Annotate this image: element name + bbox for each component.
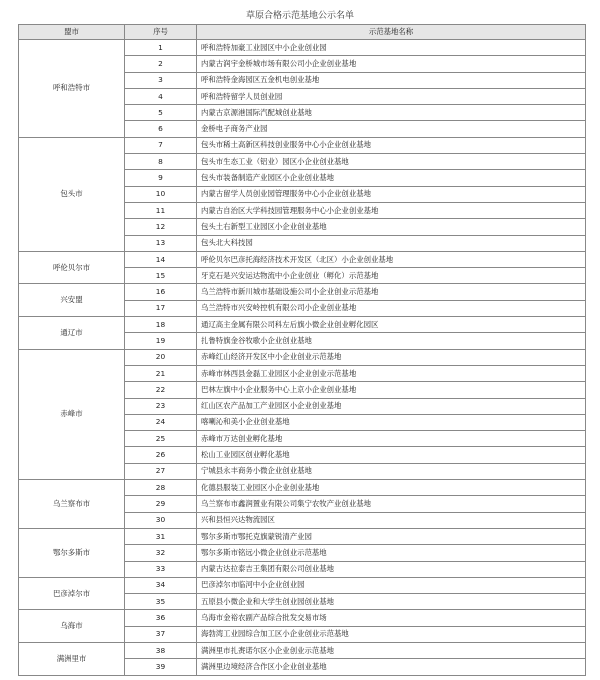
number-cell: 13 (125, 235, 197, 251)
document-title: 草原合格示范基地公示名单 (245, 11, 354, 21)
base-name-cell: 呼和浩特金海园区五金机电创业基地 (197, 72, 586, 88)
base-name-cell: 松山工业园区创业孵化基地 (197, 447, 586, 463)
number-cell: 26 (125, 447, 197, 463)
number-cell: 32 (125, 545, 197, 561)
city-cell: 包头市 (19, 137, 125, 251)
base-name-cell: 扎鲁特旗金谷牧歌小企业创业基地 (197, 333, 586, 349)
number-cell: 3 (125, 72, 197, 88)
base-name-cell: 满洲里市扎赉诺尔区小企业创业示范基地 (197, 642, 586, 658)
number-cell: 35 (125, 594, 197, 610)
base-name-cell: 海勃湾工业园综合加工区小企业创业示范基地 (197, 626, 586, 642)
number-cell: 6 (125, 121, 197, 137)
base-name-cell: 兴和县恒兴达物流园区 (197, 512, 586, 528)
city-cell: 赤峰市 (19, 349, 125, 479)
number-cell: 8 (125, 154, 197, 170)
number-cell: 15 (125, 268, 197, 284)
table-row (19, 480, 586, 496)
city-cell: 通辽市 (19, 317, 125, 350)
base-name-cell: 巴彦淖尔市临河中小企业创业园 (197, 577, 586, 593)
number-cell: 12 (125, 219, 197, 235)
table-row (19, 251, 586, 267)
number-cell: 5 (125, 105, 197, 121)
city-cell: 呼和浩特市 (19, 40, 125, 138)
base-name-cell: 内蒙古京源港国际汽配城创业基地 (197, 105, 586, 121)
number-cell: 25 (125, 431, 197, 447)
base-name-cell: 五原县小微企业和大学生创业园创业基地 (197, 594, 586, 610)
base-name-cell: 乌兰浩特市新川城市基础设施公司小企业创业示范基地 (197, 284, 586, 300)
number-cell: 21 (125, 365, 197, 381)
number-cell: 28 (125, 480, 197, 496)
table-row (19, 610, 586, 626)
table-row (19, 528, 586, 544)
base-name-cell: 红山区农产品加工产业园区小企业创业基地 (197, 398, 586, 414)
city-cell: 兴安盟 (19, 284, 125, 317)
number-cell: 11 (125, 202, 197, 218)
table-body (19, 40, 586, 676)
table-row (19, 40, 586, 56)
number-cell: 36 (125, 610, 197, 626)
base-name-cell: 金桥电子商务产业园 (197, 121, 586, 137)
city-cell: 巴彦淖尔市 (19, 577, 125, 610)
base-name-cell: 赤峰红山经济开发区中小企业创业示范基地 (197, 349, 586, 365)
base-name-cell: 内蒙古润宇金桥城市场有限公司小企业创业基地 (197, 56, 586, 72)
number-cell: 19 (125, 333, 197, 349)
header-number: 序号 (125, 25, 197, 40)
number-cell: 39 (125, 659, 197, 675)
base-name-cell: 呼和浩特留学人员创业园 (197, 88, 586, 104)
base-name-cell: 包头北大科技园 (197, 235, 586, 251)
base-name-cell: 内蒙古留学人员创业园管理服务中心小企业创业基地 (197, 186, 586, 202)
base-name-cell: 赤峰市万达创业孵化基地 (197, 431, 586, 447)
header-city: 盟市 (19, 25, 125, 40)
table-row (19, 577, 586, 593)
base-name-cell: 牙克石是兴安运达物流中小企业创业（孵化）示范基地 (197, 268, 586, 284)
number-cell: 31 (125, 528, 197, 544)
city-cell: 呼伦贝尔市 (19, 251, 125, 284)
number-cell: 37 (125, 626, 197, 642)
base-name-cell: 化德县服装工业园区小企业创业基地 (197, 480, 586, 496)
base-name-cell: 包头市装备制造产业园区小企业创业基地 (197, 170, 586, 186)
city-cell: 鄂尔多斯市 (19, 528, 125, 577)
base-name-cell: 内蒙古自治区大学科技园管理服务中心小企业创业基地 (197, 202, 586, 218)
city-cell: 乌兰察布市 (19, 480, 125, 529)
base-name-cell: 内蒙古达拉泰吉王集团有限公司创业基地 (197, 561, 586, 577)
header-base-name: 示范基地名称 (197, 25, 586, 40)
base-name-cell: 宁城县永丰商务小微企业创业基地 (197, 463, 586, 479)
number-cell: 30 (125, 512, 197, 528)
base-name-cell: 鄂尔多斯市铭远小微企业创业示范基地 (197, 545, 586, 561)
base-name-cell: 呼伦贝尔巴彦托海经济技术开发区（北区）小企业创业基地 (197, 251, 586, 267)
table-row (19, 349, 586, 365)
number-cell: 16 (125, 284, 197, 300)
number-cell: 23 (125, 398, 197, 414)
base-name-cell: 通辽高主金属有限公司科左后旗小微企业创业孵化园区 (197, 317, 586, 333)
number-cell: 18 (125, 317, 197, 333)
number-cell: 27 (125, 463, 197, 479)
base-name-cell: 包头土右新型工业园区小企业创业基地 (197, 219, 586, 235)
number-cell: 33 (125, 561, 197, 577)
city-cell: 满洲里市 (19, 642, 125, 675)
number-cell: 14 (125, 251, 197, 267)
number-cell: 7 (125, 137, 197, 153)
number-cell: 29 (125, 496, 197, 512)
table-row (19, 137, 586, 153)
number-cell: 9 (125, 170, 197, 186)
base-name-cell: 赤峰市林西县金磊工业园区小企业创业示范基地 (197, 365, 586, 381)
number-cell: 20 (125, 349, 197, 365)
base-name-cell: 乌兰察布市鑫润置业有限公司集宁农牧产业创业基地 (197, 496, 586, 512)
base-name-cell: 乌海市金裕农副产品综合批发交易市场 (197, 610, 586, 626)
base-name-cell: 乌兰浩特市兴安岭控机有限公司小企业创业基地 (197, 300, 586, 316)
number-cell: 22 (125, 382, 197, 398)
demo-base-table (18, 24, 586, 676)
number-cell: 10 (125, 186, 197, 202)
number-cell: 2 (125, 56, 197, 72)
number-cell: 17 (125, 300, 197, 316)
base-name-cell: 鄂尔多斯市鄂托克旗蒙锐清产业园 (197, 528, 586, 544)
base-name-cell: 满洲里边境经济合作区小企业创业基地 (197, 659, 586, 675)
number-cell: 38 (125, 642, 197, 658)
base-name-cell: 包头市稀土高新区科技创业服务中心小企业创业基地 (197, 137, 586, 153)
base-name-cell: 喀喇沁和美小企业创业基地 (197, 414, 586, 430)
table-row (19, 284, 586, 300)
number-cell: 34 (125, 577, 197, 593)
base-name-cell: 巴林左旗中小企业服务中心上京小企业创业基地 (197, 382, 586, 398)
base-name-cell: 呼和浩特加豪工业园区中小企业创业园 (197, 40, 586, 56)
number-cell: 1 (125, 40, 197, 56)
table-row (19, 642, 586, 658)
number-cell: 4 (125, 88, 197, 104)
table-row (19, 317, 586, 333)
table-header-row (19, 25, 586, 40)
base-name-cell: 包头市生态工业（铝业）园区小企业创业基地 (197, 154, 586, 170)
city-cell: 乌海市 (19, 610, 125, 643)
number-cell: 24 (125, 414, 197, 430)
